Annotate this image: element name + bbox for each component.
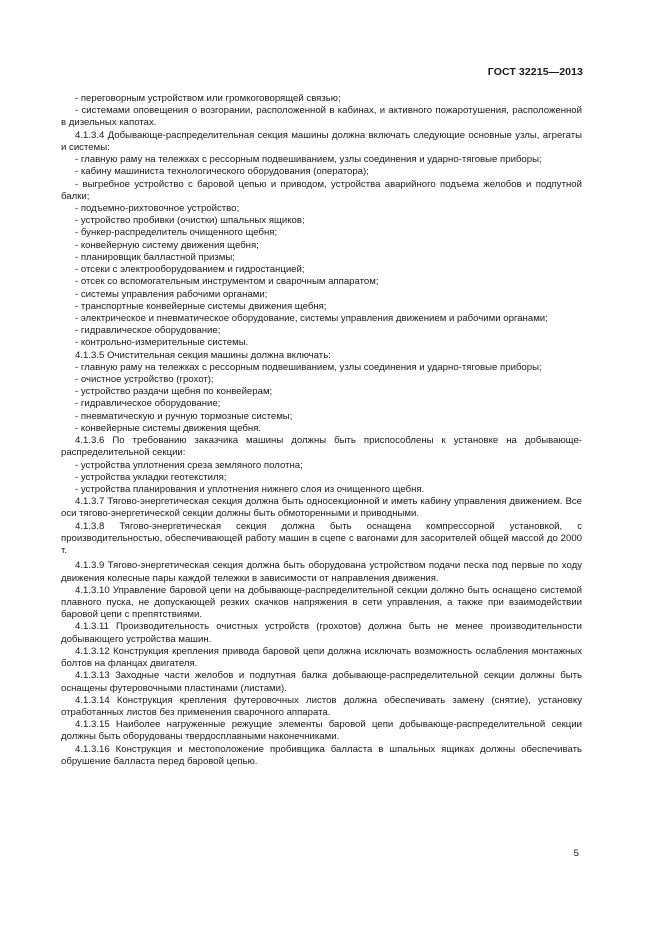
list-item: - устройства уплотнения среза земляного полотна;	[75, 459, 303, 471]
list-item: - конвейерные системы движения щебня.	[75, 422, 262, 434]
clause-paragraph: 4.1.3.7 Тягово-энергетическая секция должна быть односекционной и иметь кабину управления движением. Все оси тягово-энергетической секции должны быть обмоторенными и приводными.	[61, 496, 582, 520]
clause-paragraph: 4.1.3.4 Добывающе-распределительная секция машины должна включать следующие основные узлы, агрегаты и системы:	[61, 129, 582, 153]
list-item: - устройства укладки геотекстиля;	[75, 471, 227, 483]
list-item: - пневматическую и ручную тормозные системы;	[75, 410, 293, 422]
clause-paragraph: 4.1.3.10 Управление баровой цепи на добывающе-распределительной секции должно быть оснащено системой плавного пуска, не допускающей резких скачков напряжения в сети управления, а также при взаимодействии баровой цепи с препятствиями.	[61, 584, 582, 621]
list-item: - бункер-распределитель очищенного щебня;	[75, 227, 278, 239]
list-item: - отсеки с электрооборудованием и гидростанцией;	[75, 264, 305, 276]
clause-paragraph: 4.1.3.9 Тягово-энергетическая секция должна быть оборудована устройством подачи песка под первые по ходу движения колесные пары каждой тележки в зависимости от направления движения.	[61, 560, 582, 584]
list-item: - устройство пробивки (очистки) шпальных ящиков;	[75, 215, 305, 227]
list-item: - гидравлическое оборудование;	[75, 398, 221, 410]
clause-paragraph: 4.1.3.13 Заходные части желобов и подпутная балка добывающе-распределительной секции должны быть оснащены футеровочными пластинами (листами).	[61, 670, 582, 694]
list-item: - переговорным устройством или громкоговорящей связью;	[75, 93, 341, 104]
list-item: - отсек со вспомогательным инструментом и сварочным аппаратом;	[75, 276, 379, 288]
list-item: - кабину машиниста технологического оборудования (оператора);	[75, 166, 369, 178]
list-item: - транспортные конвейерные системы движения щебня;	[75, 300, 327, 312]
page-number: 5	[573, 848, 579, 859]
document-code: ГОСТ 32215—2013	[487, 66, 583, 78]
list-item: - системами оповещения о возгорании, расположенной в кабинах, и активного пожаротушения, расположенной в дизельных капотах.	[61, 105, 582, 129]
list-item: - устройства планирования и уплотнения нижнего слоя из очищенного щебня.	[75, 484, 425, 495]
list-item: - главную раму на тележках с рессорным подвешиванием, узлы соединения и ударно-тяговые приборы;	[75, 361, 542, 373]
document-body	[61, 93, 582, 768]
list-item: - выгребное устройство с баровой цепью и приводом, устройства аварийного подъема желобов и подпутной балки;	[61, 178, 582, 202]
clause-paragraph: 4.1.3.5 Очистительная секция машины должна включать:	[75, 349, 331, 361]
list-item: - главную раму на тележках с рессорным подвешиванием, узлы соединения и ударно-тяговые приборы;	[75, 154, 542, 166]
clause-paragraph: 4.1.3.15 Наиболее нагруженные режущие элементы баровой цепи добывающе-распределительной секции должны быть оборудованы твердосплавными наконечниками.	[61, 719, 582, 743]
list-item: - планировщик балластной призмы;	[75, 251, 235, 263]
list-item: - системы управления рабочими органами;	[75, 288, 268, 300]
clause-paragraph: 4.1.3.11 Производительность очистных устройств (грохотов) должна быть не менее производительности добывающего устройства машин.	[61, 621, 582, 645]
list-item: - подъемно-рихтовочное устройство;	[75, 202, 240, 214]
list-item: - конвейерную систему движения щебня;	[75, 239, 259, 251]
list-item: - устройство раздачи щебня по конвейерам;	[75, 386, 273, 398]
list-item: - электрическое и пневматическое оборудование, системы управления движением и рабочими органами;	[75, 312, 548, 324]
list-item: - контрольно-измерительные системы.	[75, 337, 249, 349]
clause-paragraph: 4.1.3.12 Конструкция крепления привода баровой цепи должна исключать возможность ослабления монтажных болтов на фланцах двигателя.	[61, 645, 582, 670]
clause-paragraph: 4.1.3.8 Тягово-энергетическая секция должна быть оснащена компрессорной установкой, с производительностью, обеспечивающей работу машин в сцепе с вагонами для засорителей общей массой до 2000 т.	[61, 520, 582, 557]
clause-paragraph: 4.1.3.16 Конструкция и местоположение пробивщика балласта в шпальных ящиках должны обеспечивать обрушение балласта перед баровой цепью.	[61, 743, 582, 767]
clause-paragraph: 4.1.3.14 Конструкция крепления футеровочных листов должна обеспечивать замену (снятие), установку отработанных листов без применения сварочного аппарата.	[61, 694, 582, 718]
list-item: - очистное устройство (грохот);	[75, 374, 214, 386]
list-item: - гидравлическое оборудование;	[75, 325, 221, 337]
clause-paragraph: 4.1.3.6 По требованию заказчика машины должны быть приспособлены к установке на добывающе-распределительной секции:	[61, 435, 582, 459]
